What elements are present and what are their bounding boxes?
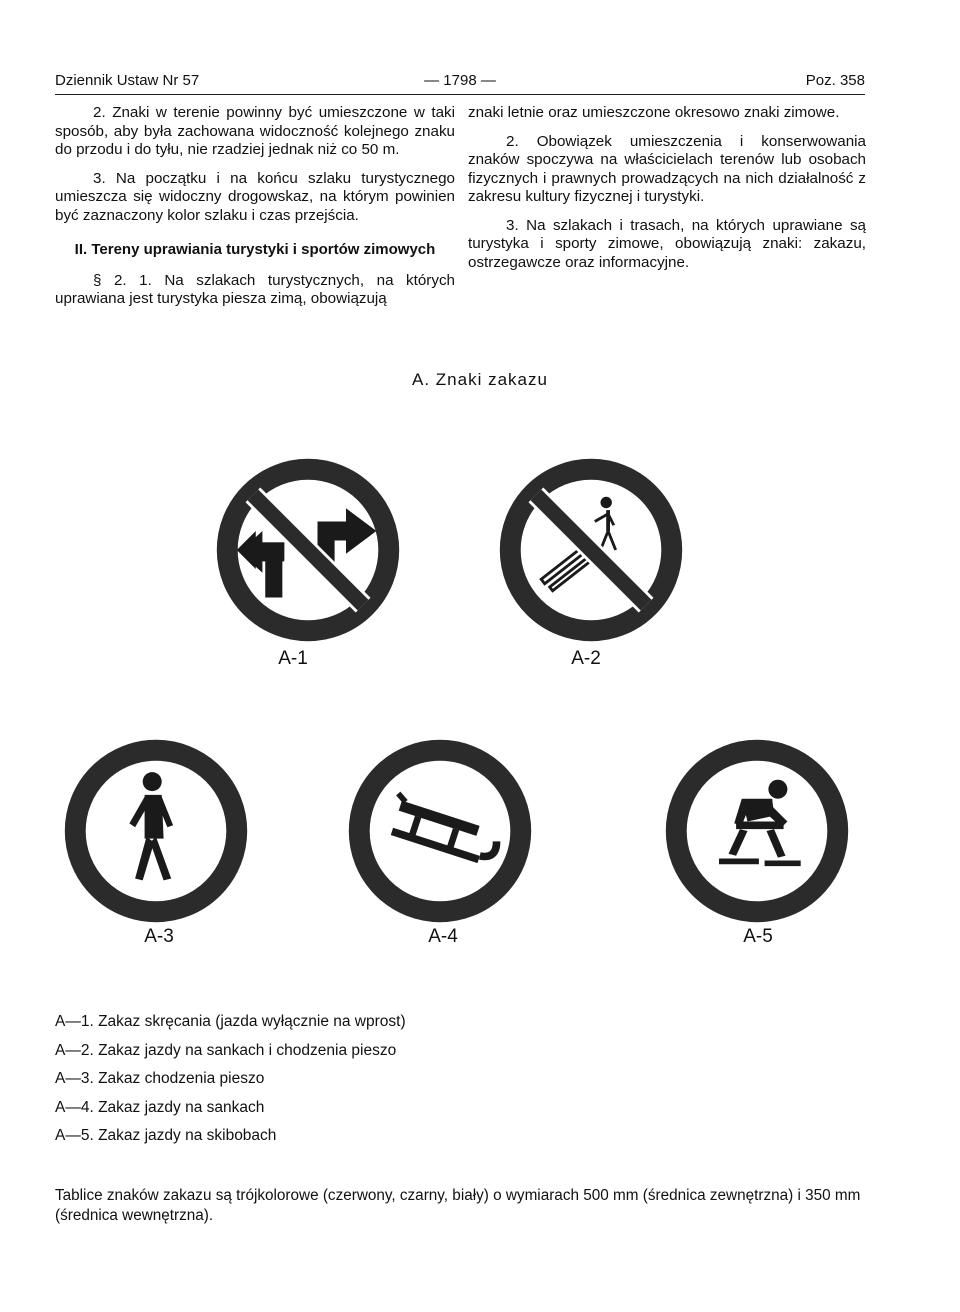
section-heading: II. Tereny uprawiania turystyki i sportów zimowych: [74, 241, 436, 258]
pedestrian-icon: [61, 736, 251, 926]
position-number: Poz. 358: [805, 72, 865, 89]
sign-a5: [662, 736, 852, 926]
legend-item: A—2. Zakaz jazdy na sankach i chodzenia pieszo: [55, 1041, 397, 1059]
section-title: A. Znaki zakazu: [412, 370, 548, 389]
sledge-icon: [345, 736, 535, 926]
no-turning-arrows-icon: [213, 455, 403, 645]
legend-item: A—3. Zakaz chodzenia pieszo: [55, 1070, 265, 1088]
no-sledge-no-pedestrian-icon: [496, 455, 686, 645]
sign-code: A-4: [428, 926, 458, 947]
dimensions-note: Tablice znaków zakazu są trójkolorowe (czerwony, czarny, biały) o wymiarach 500 mm (średnica zewnętrzna) i 350 mm (średnica wewnętrzna).: [55, 1187, 861, 1224]
sign-a1: [213, 455, 403, 645]
page-header: [55, 70, 865, 95]
sign-legend: [55, 1008, 406, 1151]
paragraph: 3. Na początku i na końcu szlaku turystycznego umieszcza się widoczny drogowskaz, na którym powinien być zaznaczony kolor szlaku i czas przejścia.: [55, 169, 455, 224]
paragraph: § 2. 1. Na szlakach turystycznych, na których uprawiana jest turystyka piesza zimą, obowiązują: [55, 271, 455, 307]
page-number: — 1798 —: [424, 72, 496, 89]
legend-item: A—5. Zakaz jazdy na skibobach: [55, 1127, 277, 1145]
left-column: [55, 104, 455, 319]
right-column: [468, 104, 866, 282]
sign-a2: [496, 455, 686, 645]
sign-code: A-3: [144, 926, 174, 947]
sign-code: A-5: [743, 926, 773, 947]
sign-code: A-2: [571, 648, 601, 669]
paragraph: znaki letnie oraz umieszczone okresowo znaki zimowe.: [468, 104, 840, 121]
paragraph: 2. Znaki w terenie powinny być umieszczone w taki sposób, aby była zachowana widoczność kolejnego znaku do przodu i do tyłu, nie rzadziej jednak niż co 50 m.: [55, 104, 455, 158]
paragraph: 3. Na szlakach i trasach, na których uprawiane są turystyka i sporty zimowe, obowiązują znaki: zakazu, ostrzegawcze oraz informacyjne.: [468, 216, 866, 271]
paragraph: 2. Obowiązek umieszczenia i konserwowania znaków spoczywa na właścicielach terenów lub osobach fizycznych i prawnych prowadzących na nich działalność z zakresu kultury fizycznej i turystyki.: [468, 132, 866, 205]
legend-item: A—4. Zakaz jazdy na sankach: [55, 1098, 265, 1116]
sign-code: A-1: [278, 648, 308, 669]
journal-title: Dziennik Ustaw Nr 57: [55, 72, 200, 89]
sign-a3: [61, 736, 251, 926]
sign-a4: [345, 736, 535, 926]
skibob-rider-icon: [662, 736, 852, 926]
legend-item: A—1. Zakaz skręcania (jazda wyłącznie na wprost): [55, 1013, 406, 1030]
